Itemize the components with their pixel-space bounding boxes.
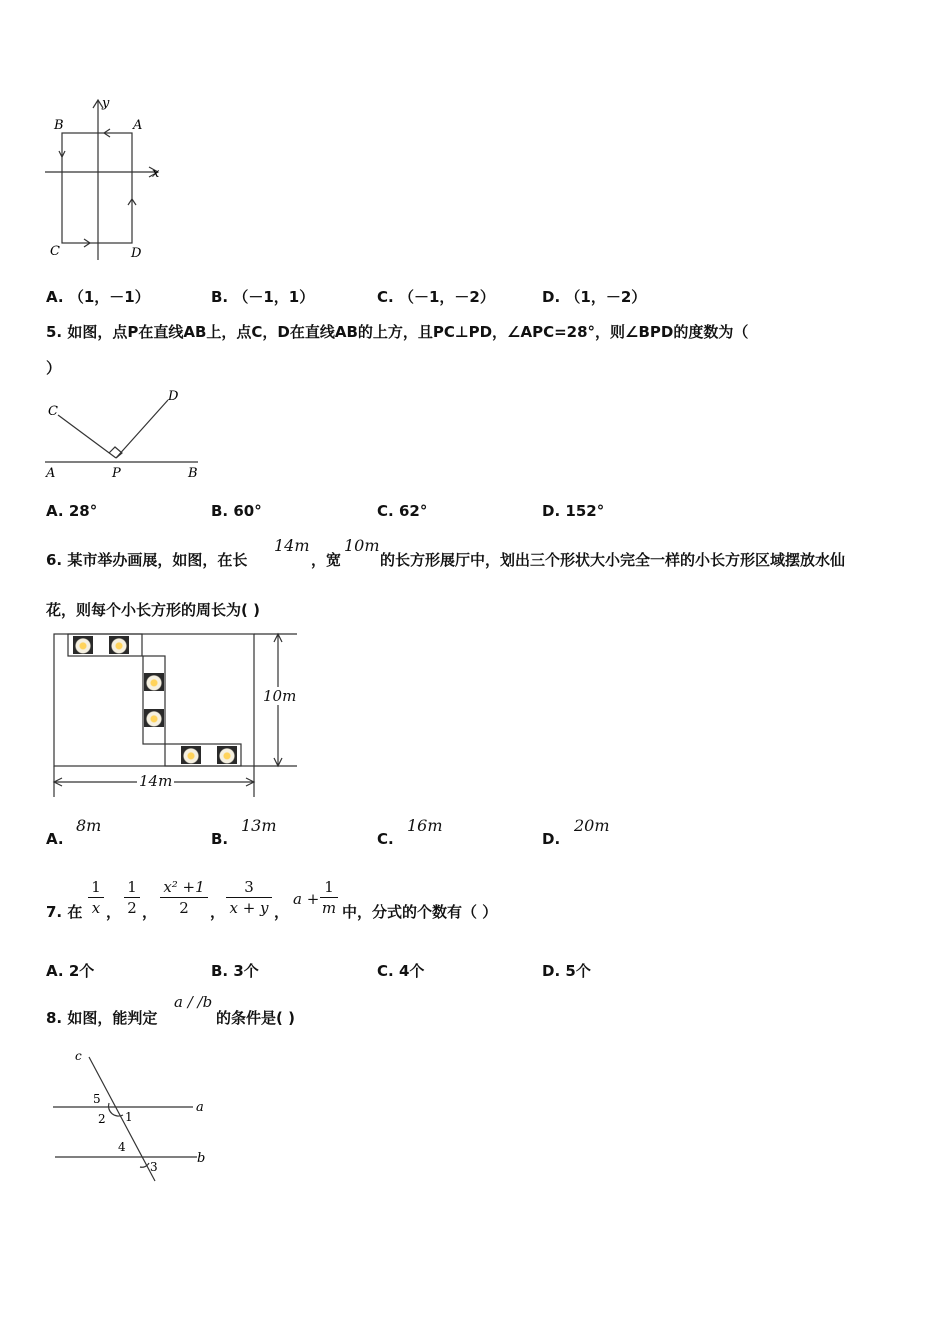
- q6-option-b-value: 13m: [241, 816, 277, 835]
- q4-option-b: B. （－1，1）: [211, 288, 315, 306]
- label-C: C: [50, 244, 60, 259]
- q6-option-c-value: 16m: [407, 816, 443, 835]
- q7-fraction-1: 1 x: [88, 878, 104, 917]
- q6-stem-line2: 花，则每个小长方形的周长为( ): [46, 601, 260, 619]
- q7-option-c: C. 4个: [377, 962, 425, 980]
- q7-prefix: 7. 在: [46, 903, 83, 921]
- q5-stem-line1: 5. 如图，点P在直线AB上，点C，D在直线AB的上方，且PC⊥PD，∠APC=28°，则∠BPD的度数为（: [46, 323, 749, 341]
- q6-option-d-value: 20m: [574, 816, 610, 835]
- label-D: D: [131, 246, 142, 261]
- q7-fraction-3: x² +1 2: [160, 878, 208, 917]
- q7-separator: ，: [274, 903, 290, 921]
- q8-math: a / /b: [174, 993, 213, 1011]
- q6-option-a-letter: A.: [46, 830, 64, 848]
- angle-label-3: 3: [150, 1160, 158, 1174]
- q6-length: 14m: [274, 536, 310, 555]
- flower-icon: [73, 636, 93, 654]
- label-C: C: [48, 404, 58, 419]
- label-a: a: [196, 1100, 204, 1115]
- flower-icon: [181, 746, 201, 764]
- q7-option-d: D. 5个: [542, 962, 591, 980]
- q7-fraction-5: 1 m: [321, 878, 337, 917]
- ray-pc: [58, 415, 116, 458]
- q4-option-c: C. （－1，－2）: [377, 288, 495, 306]
- q6-stem-part1: 6. 某市举办画展，如图，在长: [46, 551, 248, 569]
- label-c: c: [75, 1049, 82, 1063]
- q7-separator: ，: [142, 903, 158, 921]
- q6-width: 10m: [344, 536, 380, 555]
- q6-option-b-letter: B.: [211, 830, 229, 848]
- q8-stem-part2: 的条件是( ): [216, 1009, 295, 1027]
- angle-label-2: 2: [98, 1112, 106, 1126]
- q4-figure: [40, 95, 175, 265]
- ray-pd: [116, 400, 168, 458]
- label-b: b: [197, 1151, 206, 1166]
- flower-icon: [109, 636, 129, 654]
- flower-icon: [144, 709, 164, 727]
- width-label: 14m: [139, 772, 173, 790]
- q7-fraction-2: 1 2: [124, 878, 140, 917]
- q6-option-c-letter: C.: [377, 830, 394, 848]
- q7-fraction-4: 3 x + y: [226, 878, 272, 917]
- q6-stem-part2: ，宽: [311, 551, 342, 569]
- q7-term-5-lead: a +: [293, 890, 320, 908]
- q6-option-a-value: 8m: [76, 816, 102, 835]
- q4-option-a: A. （1，－1）: [46, 288, 150, 306]
- right-angle-mark: [109, 447, 122, 458]
- q5-option-a: A. 28°: [46, 502, 98, 520]
- label-A: A: [46, 466, 56, 481]
- q7-option-b: B. 3个: [211, 962, 259, 980]
- q6-stem-part3: 的长方形展厅中，划出三个形状大小完全一样的小长方形区域摆放水仙: [380, 551, 846, 569]
- q5-option-c: C. 62°: [377, 502, 428, 520]
- label-D: D: [168, 389, 179, 404]
- q6-option-d-letter: D.: [542, 830, 561, 848]
- flower-icon: [144, 673, 164, 691]
- angle-label-5: 5: [93, 1092, 101, 1106]
- q5-figure: [40, 385, 205, 485]
- label-x: x: [152, 166, 160, 181]
- q5-stem-line2: ）: [46, 359, 62, 377]
- q6-figure: [45, 625, 315, 805]
- flower-icon: [217, 746, 237, 764]
- label-y: y: [102, 96, 110, 111]
- height-label: 10m: [263, 687, 297, 705]
- label-B: B: [188, 466, 198, 481]
- angle-label-1: 1: [125, 1110, 133, 1124]
- q8-figure: [45, 1045, 220, 1190]
- q7-separator: ，: [106, 903, 122, 921]
- angle-arc-upper: [109, 1103, 123, 1116]
- q5-option-d: D. 152°: [542, 502, 605, 520]
- path-rectangle: [62, 133, 132, 243]
- q8-stem-part1: 8. 如图，能判定: [46, 1009, 158, 1027]
- label-B: B: [54, 118, 64, 133]
- q7-suffix: 中，分式的个数有（ ）: [342, 903, 498, 921]
- q7-separator: ，: [210, 903, 226, 921]
- q4-option-d: D. （1，－2）: [542, 288, 647, 306]
- small-rect-middle: [143, 656, 165, 744]
- q7-option-a: A. 2个: [46, 962, 95, 980]
- label-P: P: [112, 466, 121, 481]
- angle-label-4: 4: [118, 1140, 126, 1154]
- label-A: A: [133, 118, 143, 133]
- q5-option-b: B. 60°: [211, 502, 262, 520]
